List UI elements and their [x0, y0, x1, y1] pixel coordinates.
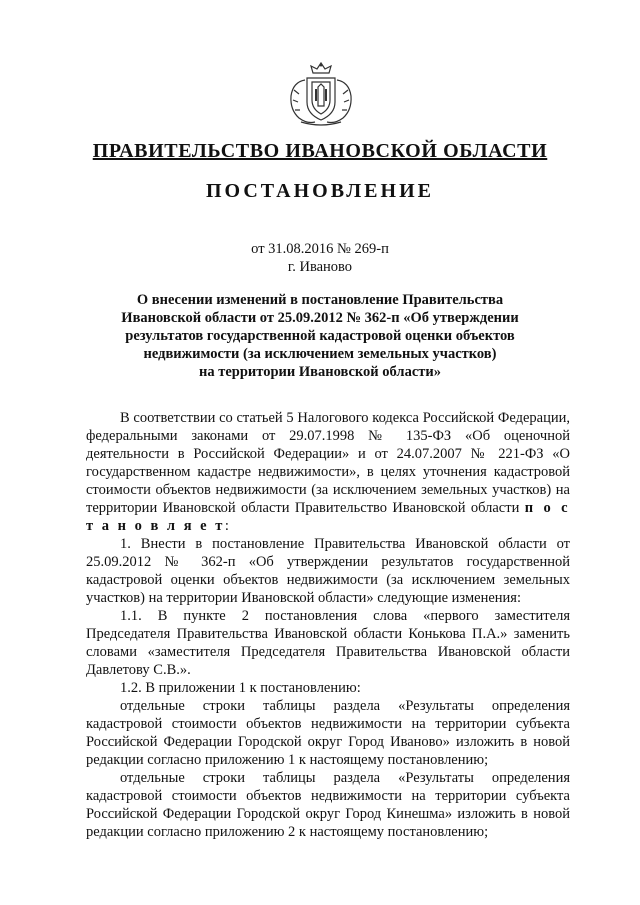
date-number: от 31.08.2016 № 269-п — [251, 241, 389, 257]
title-line: результатов государственной кадастровой оценки объектов — [125, 328, 515, 344]
preamble-text: В соответствии со статьей 5 Налогового кодекса Российской Федерации, федеральными законами от 29.07.1998 № 135-ФЗ «Об оценочной деятельности в Российской Федерации» и от 24.07.2007 № 221-ФЗ «О государственном кадастре недвижимости», в целях уточнения кадастровой стоимости объектов недвижимости (за исключением земельных участков) на территории Ивановской области Правительство Ивановской области — [86, 410, 570, 516]
paragraph-table-ivanovo: отдельные строки таблицы раздела «Результаты определения кадастровой стоимости объектов недвижимости на территории субъекта Российской Федерации Городской округ Город Иваново» изложить в новой редакции согласно приложению 1 к настоящему постановлению; — [86, 698, 570, 768]
title-line: О внесении изменений в постановление Правительства — [136, 292, 504, 308]
title-line: недвижимости (за исключением земельных участков) — [143, 346, 497, 362]
paragraph-1-2: 1.2. В приложении 1 к постановлению: — [120, 680, 361, 696]
resolves-colon: : — [224, 518, 229, 534]
document-title — [100, 291, 540, 381]
paragraph-table-kineshma: отдельные строки таблицы раздела «Результаты определения кадастровой стоимости объектов недвижимости на территории субъекта Российской Федерации Городской округ Город Кинешма» изложить в новой редакции согласно приложению 2 к настоящему постановлению; — [86, 770, 570, 840]
preamble-paragraph — [86, 409, 570, 535]
document-type: ПОСТАНОВЛЕНИЕ — [206, 180, 434, 202]
resolves-word: п о с т а н о в л я е т — [86, 500, 571, 534]
title-line: на территории Ивановской области» — [199, 364, 441, 380]
title-line: Ивановской области от 25.09.2012 № 362-п «Об утверждении — [121, 310, 519, 326]
coat-of-arms-icon — [285, 60, 357, 128]
document-body — [86, 409, 570, 841]
date-block — [0, 240, 640, 276]
paragraph-1: 1. Внести в постановление Правительства Ивановской области от 25.09.2012 № 362-п «Об утверждении результатов государственной кадастровой оценки объектов недвижимости (за исключением земельных участков) на территории Ивановской области» следующие изменения: — [86, 536, 570, 606]
government-name: ПРАВИТЕЛЬСТВО ИВАНОВСКОЙ ОБЛАСТИ — [92, 140, 548, 162]
paragraph-1-1: 1.1. В пункте 2 постановления слова «первого заместителя Председателя Правительства Ивановской области Конькова П.А.» заменить словами «заместителя Председателя Правительства Ивановской области Давлетову С.В.». — [86, 608, 570, 678]
city: г. Иваново — [287, 259, 353, 275]
